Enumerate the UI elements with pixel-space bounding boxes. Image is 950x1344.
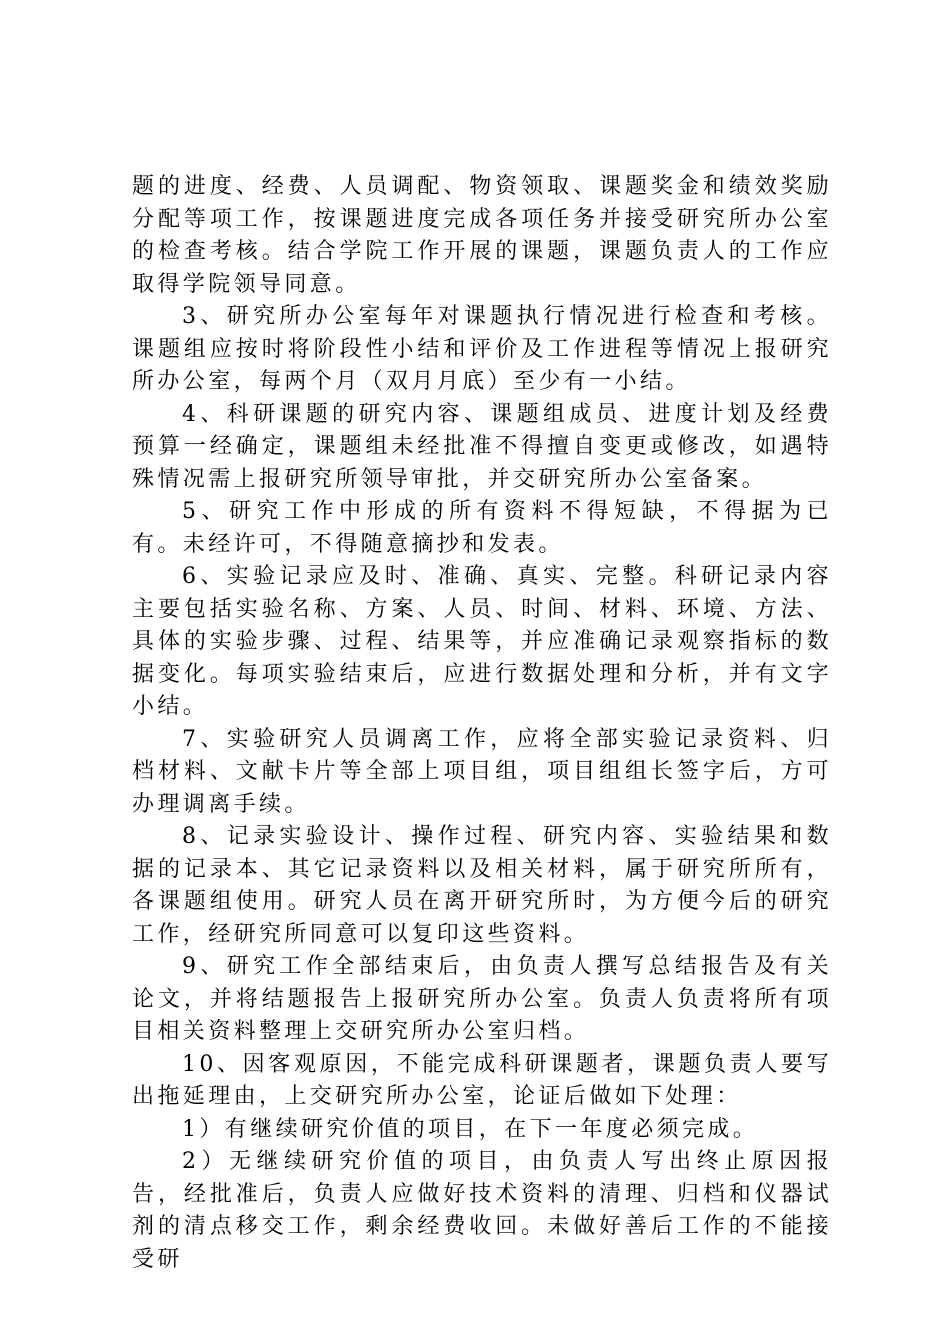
- paragraph-subitem-2: 2）无继续研究价值的项目，由负责人写出终止原因报告，经批准后，负责人应做好技术资料的清理、归档和仪器试剂的清点移交工作，剩余经费收回。未做好善后工作的不能接受研: [132, 1149, 832, 1272]
- paragraph-item-5: 5、研究工作中形成的所有资料不得短缺，不得据为已有。未经许可，不得随意摘抄和发表。: [132, 499, 832, 557]
- document-body: [132, 171, 832, 1276]
- paragraph-continuation: 题的进度、经费、人员调配、物资领取、课题奖金和绩效奖励分配等项工作，按课题进度完成各项任务并接受研究所办公室的检查考核。结合学院工作开展的课题，课题负责人的工作应取得学院领导同意。: [132, 174, 832, 297]
- paragraph-subitem-1: 1）有继续研究价值的项目，在下一年度必须完成。: [182, 1116, 759, 1142]
- paragraph-item-7: 7、实验研究人员调离工作，应将全部实验记录资料、归档材料、文献卡片等全部上项目组，项目组组长签字后，方可办理调离手续。: [132, 726, 832, 817]
- paragraph-item-10: 10、因客观原因，不能完成科研课题者，课题负责人要写出拖延理由，上交研究所办公室，论证后做如下处理：: [132, 1051, 832, 1109]
- paragraph-item-6: 6、实验记录应及时、准确、真实、完整。科研记录内容主要包括实验名称、方案、人员、时间、材料、环境、方法、具体的实验步骤、过程、结果等，并应准确记录观察指标的数据变化。每项实验结束后，应进行数据处理和分析，并有文字小结。: [132, 564, 832, 719]
- paragraph-item-4: 4、科研课题的研究内容、课题组成员、进度计划及经费预算一经确定，课题组未经批准不得擅自变更或修改，如遇特殊情况需上报研究所领导审批，并交研究所办公室备案。: [132, 401, 832, 492]
- paragraph-item-8: 8、记录实验设计、操作过程、研究内容、实验结果和数据的记录本、其它记录资料以及相关材料，属于研究所所有，各课题组使用。研究人员在离开研究所时，为方便今后的研究工作，经研究所同意可以复印这些资料。: [132, 824, 832, 947]
- paragraph-item-9: 9、研究工作全部结束后，由负责人撰写总结报告及有关论文，并将结题报告上报研究所办公室。负责人负责将所有项目相关资料整理上交研究所办公室归档。: [132, 954, 832, 1044]
- paragraph-item-3: 3、研究所办公室每年对课题执行情况进行检查和考核。课题组应按时将阶段性小结和评价及工作进程等情况上报研究所办公室，每两个月（双月月底）至少有一小结。: [132, 304, 832, 394]
